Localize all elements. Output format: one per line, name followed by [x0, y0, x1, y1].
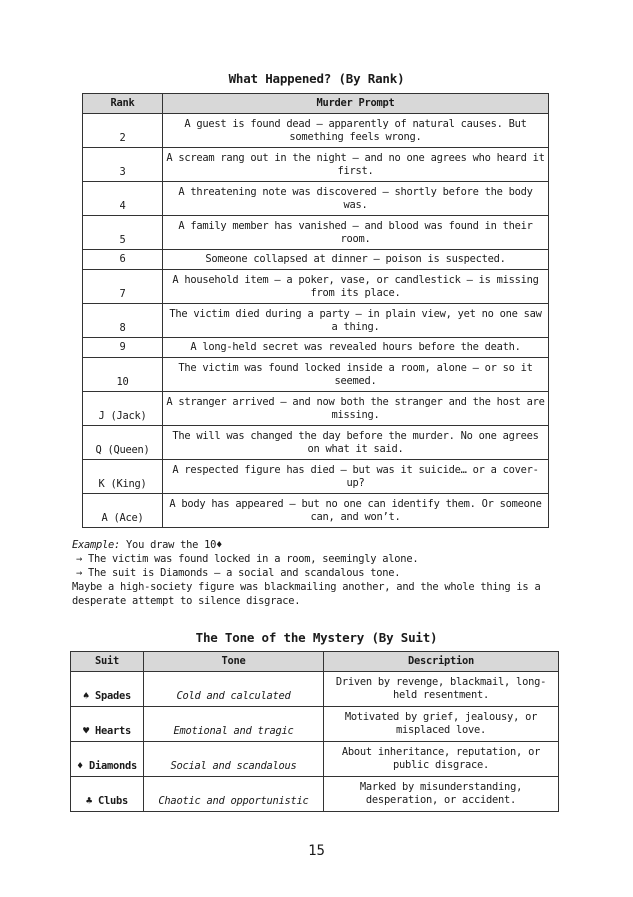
- suit-cell: ♣ Clubs: [71, 777, 144, 812]
- description-cell: Motivated by grief, jealousy, or misplaced love.: [324, 707, 559, 742]
- suit-section-title: The Tone of the Mystery (By Suit): [195, 630, 438, 645]
- suit-cell: ♥ Hearts: [71, 707, 144, 742]
- suit-column-header: Suit: [71, 652, 144, 672]
- description-cell: Marked by misunderstanding, desperation, or accident.: [324, 777, 559, 812]
- rank-cell: Q (Queen): [83, 426, 163, 460]
- prompt-cell: A family member has vanished — and blood was found in their room.: [163, 216, 549, 250]
- rank-cell: J (Jack): [83, 392, 163, 426]
- prompt-cell: The victim died during a party — in plain view, yet no one saw a thing.: [163, 304, 549, 338]
- table-row: [83, 460, 549, 494]
- table-row: [83, 304, 549, 338]
- prompt-cell: A respected figure has died — but was it suicide… or a cover-up?: [163, 460, 549, 494]
- table-row: [71, 742, 559, 777]
- suit-cell: ♠ Spades: [71, 672, 144, 707]
- tone-cell: Social and scandalous: [144, 742, 324, 777]
- table-row: [83, 494, 549, 528]
- prompt-cell: A scream rang out in the night — and no one agrees who heard it first.: [163, 148, 549, 182]
- prompt-cell: A guest is found dead — apparently of natural causes. But something feels wrong.: [163, 114, 549, 148]
- example-line: → The victim was found locked in a room, seemingly alone.: [76, 553, 419, 565]
- table-row: [83, 338, 549, 358]
- rank-column-header: Rank: [83, 94, 163, 114]
- table-row: [71, 707, 559, 742]
- rank-cell: 4: [83, 182, 163, 216]
- table-row: [83, 114, 549, 148]
- description-cell: Driven by revenge, blackmail, long-held resentment.: [324, 672, 559, 707]
- table-row: [71, 777, 559, 812]
- example-conclusion: Maybe a high-society figure was blackmailing another, and the whole thing is a desperate attempt to silence disgrace.: [72, 581, 541, 607]
- tone-cell: Cold and calculated: [144, 672, 324, 707]
- rank-table-header-row: [83, 94, 549, 114]
- suit-table: [70, 651, 559, 812]
- prompt-cell: A body has appeared — but no one can identify them. Or someone can, and won’t.: [163, 494, 549, 528]
- prompt-cell: A long-held secret was revealed hours before the death.: [163, 338, 549, 358]
- suit-cell: ♦ Diamonds: [71, 742, 144, 777]
- description-column-header: Description: [324, 652, 559, 672]
- prompt-cell: A stranger arrived — and now both the stranger and the host are missing.: [163, 392, 549, 426]
- rank-cell: K (King): [83, 460, 163, 494]
- description-cell: About inheritance, reputation, or public disgrace.: [324, 742, 559, 777]
- rank-cell: 2: [83, 114, 163, 148]
- rank-cell: 7: [83, 270, 163, 304]
- rank-cell: 5: [83, 216, 163, 250]
- example-intro-text: You draw the 10♦: [120, 539, 223, 551]
- rank-cell: A (Ace): [83, 494, 163, 528]
- rank-cell: 10: [83, 358, 163, 392]
- tone-cell: Chaotic and opportunistic: [144, 777, 324, 812]
- suit-table-header-row: [71, 652, 559, 672]
- example-block: [72, 538, 572, 608]
- prompt-column-header: Murder Prompt: [163, 94, 549, 114]
- rank-cell: 8: [83, 304, 163, 338]
- table-row: [83, 270, 549, 304]
- rank-cell: 3: [83, 148, 163, 182]
- tone-column-header: Tone: [144, 652, 324, 672]
- prompt-cell: The victim was found locked inside a room, alone — or so it seemed.: [163, 358, 549, 392]
- rank-section-title: What Happened? (By Rank): [228, 71, 405, 86]
- table-row: [83, 426, 549, 460]
- table-row: [83, 250, 549, 270]
- page-number: 15: [308, 843, 325, 859]
- prompt-cell: A threatening note was discovered — shortly before the body was.: [163, 182, 549, 216]
- table-row: [71, 672, 559, 707]
- table-row: [83, 216, 549, 250]
- example-line: → The suit is Diamonds — a social and scandalous tone.: [76, 567, 401, 579]
- prompt-cell: A household item — a poker, vase, or candlestick — is missing from its place.: [163, 270, 549, 304]
- table-row: [83, 182, 549, 216]
- rank-cell: 9: [83, 338, 163, 358]
- example-label: Example:: [72, 539, 121, 551]
- table-row: [83, 358, 549, 392]
- table-row: [83, 392, 549, 426]
- tone-cell: Emotional and tragic: [144, 707, 324, 742]
- prompt-cell: The will was changed the day before the murder. No one agrees on what it said.: [163, 426, 549, 460]
- prompt-cell: Someone collapsed at dinner — poison is suspected.: [163, 250, 549, 270]
- table-row: [83, 148, 549, 182]
- rank-table: [82, 93, 549, 528]
- rank-cell: 6: [83, 250, 163, 270]
- example-intro: [72, 538, 572, 552]
